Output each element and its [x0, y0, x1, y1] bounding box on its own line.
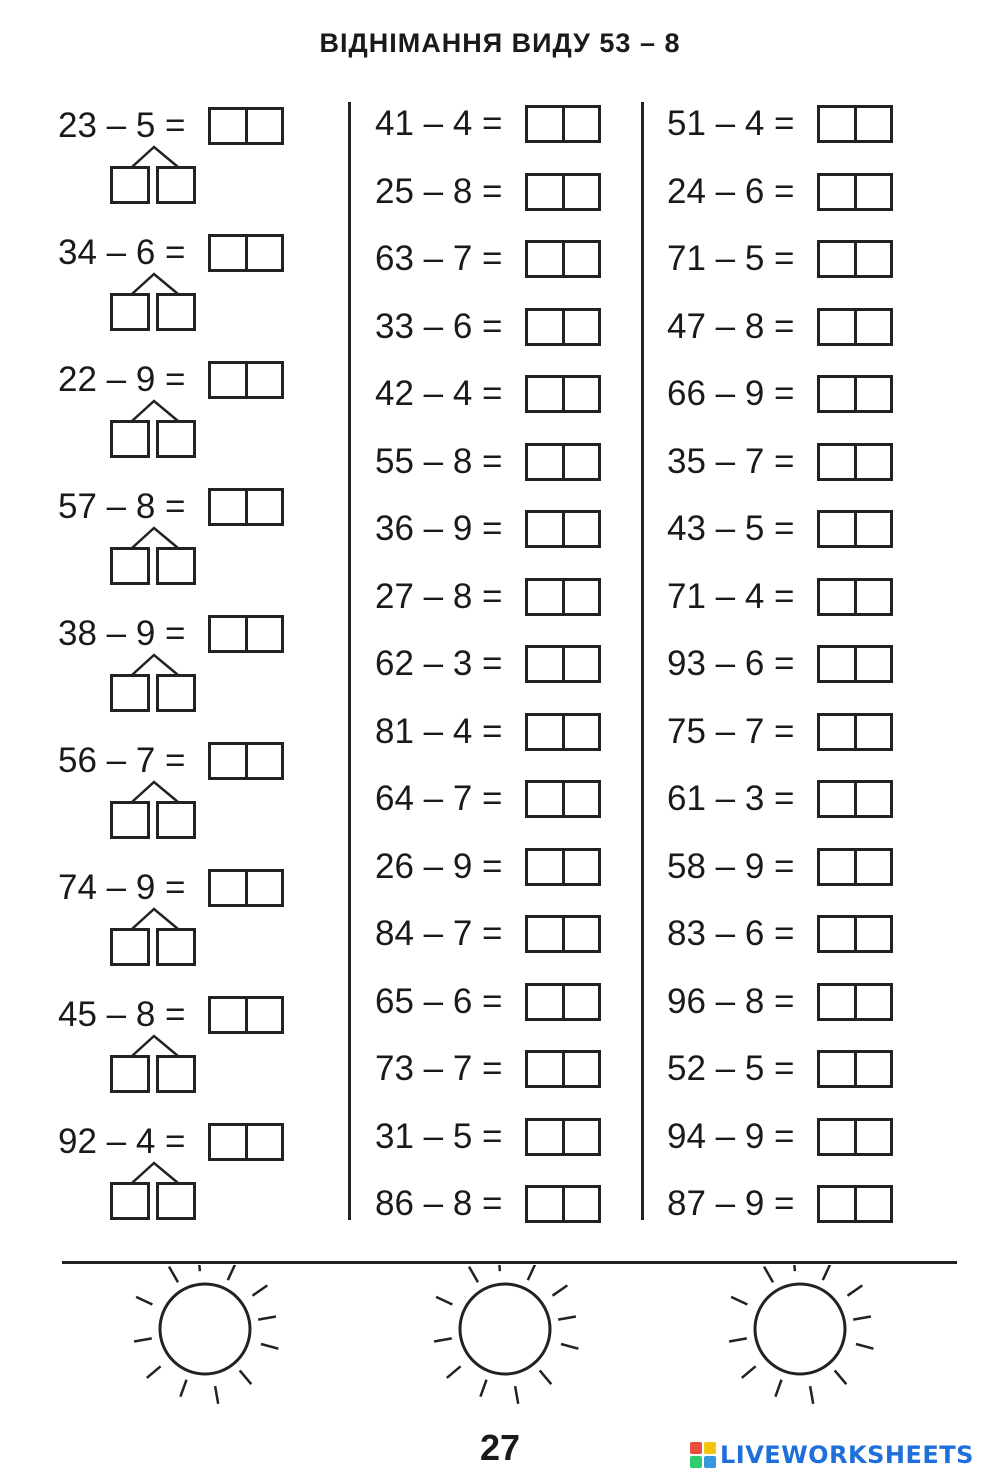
decomposition-box-left[interactable] [110, 928, 150, 966]
page-number: 27 [479, 1427, 521, 1468]
answer-box [208, 107, 284, 145]
equation-text: 22 – 9 = [58, 360, 186, 399]
answer-units-cell[interactable] [854, 581, 891, 613]
equation-row [667, 237, 893, 281]
equation-row [667, 777, 893, 821]
answer-box [817, 983, 893, 1021]
equation-row [375, 980, 601, 1024]
equation-row [667, 1115, 893, 1159]
equation-text: 62 – 3 = [375, 644, 503, 683]
decomposition-box-left[interactable] [110, 674, 150, 712]
brand-watermark [690, 1440, 974, 1470]
answer-tens-cell[interactable] [820, 648, 854, 680]
equation-row [375, 777, 601, 821]
equation-text: 52 – 5 = [667, 1049, 795, 1088]
equation-row [667, 372, 893, 416]
answer-box [208, 234, 284, 272]
answer-tens-cell[interactable] [528, 851, 562, 883]
answer-units-cell[interactable] [245, 999, 282, 1031]
answer-tens-cell[interactable] [211, 1126, 245, 1158]
answer-units-cell[interactable] [562, 311, 599, 343]
answer-tens-cell[interactable] [528, 581, 562, 613]
equation-row [667, 1047, 893, 1091]
equation-text: 24 – 6 = [667, 171, 795, 211]
column-divider-right [641, 102, 644, 1220]
answer-tens-cell[interactable] [528, 513, 562, 545]
answer-box [208, 996, 284, 1034]
equation-row [667, 305, 893, 349]
equation-row [667, 845, 893, 889]
answer-box [817, 915, 893, 953]
answer-box [817, 105, 893, 143]
equation-row [667, 912, 893, 956]
answer-units-cell[interactable] [562, 243, 599, 275]
answer-units-cell[interactable] [562, 716, 599, 748]
equation-row [667, 102, 893, 146]
equation-row [667, 710, 893, 754]
answer-box [817, 780, 893, 818]
answer-box [208, 615, 284, 653]
equation-row [58, 866, 284, 910]
answer-box [817, 510, 893, 548]
answer-units-cell[interactable] [854, 1188, 891, 1220]
answer-box [525, 308, 601, 346]
equation-text: 58 – 9 = [667, 846, 795, 886]
answer-box [525, 375, 601, 413]
answer-box [525, 780, 601, 818]
answer-tens-cell[interactable] [528, 716, 562, 748]
decomposition [108, 144, 204, 208]
answer-tens-cell[interactable] [528, 1188, 562, 1220]
answer-units-cell[interactable] [245, 745, 282, 777]
decomposition-box-right[interactable] [156, 801, 196, 839]
answer-box [208, 869, 284, 907]
answer-box [525, 1050, 601, 1088]
equation-text: 87 – 9 = [667, 1184, 795, 1223]
sun-icon [710, 1265, 890, 1415]
answer-units-cell[interactable] [854, 378, 891, 410]
answer-units-cell[interactable] [562, 986, 599, 1018]
equation-row [667, 170, 893, 214]
equation-row [375, 507, 601, 551]
answer-tens-cell[interactable] [820, 716, 854, 748]
answer-units-cell[interactable] [854, 1053, 891, 1085]
answer-units-cell[interactable] [854, 446, 891, 478]
equation-row [667, 507, 893, 551]
answer-units-cell[interactable] [562, 1053, 599, 1085]
answer-tens-cell[interactable] [820, 446, 854, 478]
answer-units-cell[interactable] [562, 108, 599, 140]
answer-tens-cell[interactable] [820, 986, 854, 1018]
answer-box [525, 983, 601, 1021]
answer-units-cell[interactable] [562, 581, 599, 613]
answer-tens-cell[interactable] [211, 872, 245, 904]
equation-text: 83 – 6 = [667, 914, 795, 953]
decomposition [108, 652, 204, 716]
answer-tens-cell[interactable] [211, 237, 245, 269]
branch-icon [108, 1033, 204, 1057]
equation-text: 71 – 5 = [667, 239, 795, 278]
decomposition [108, 398, 204, 462]
equation-text: 38 – 9 = [58, 614, 186, 653]
answer-box [525, 443, 601, 481]
equation-text: 66 – 9 = [667, 374, 795, 413]
answer-box [525, 510, 601, 548]
equation-row [667, 440, 893, 484]
answer-tens-cell[interactable] [528, 986, 562, 1018]
answer-tens-cell[interactable] [820, 1053, 854, 1085]
decomposition [108, 271, 204, 335]
answer-units-cell[interactable] [854, 108, 891, 140]
equation-row [58, 612, 284, 656]
answer-box [817, 1050, 893, 1088]
decomposition-box-right[interactable] [156, 1055, 196, 1093]
decomposition-box-left[interactable] [110, 420, 150, 458]
answer-box [525, 105, 601, 143]
answer-box [525, 1118, 601, 1156]
equation-text: 26 – 9 = [375, 846, 503, 886]
answer-units-cell[interactable] [562, 918, 599, 950]
equation-text: 64 – 7 = [375, 779, 503, 818]
answer-tens-cell[interactable] [820, 581, 854, 613]
answer-box [817, 578, 893, 616]
answer-box [817, 173, 893, 211]
equation-row [667, 1182, 893, 1226]
answer-units-cell[interactable] [245, 237, 282, 269]
equation-text: 71 – 4 = [667, 576, 795, 616]
answer-box [525, 240, 601, 278]
answer-units-cell[interactable] [854, 918, 891, 950]
equation-row [375, 372, 601, 416]
equation-row [375, 912, 601, 956]
answer-tens-cell[interactable] [820, 378, 854, 410]
equation-text: 47 – 8 = [667, 306, 795, 346]
answer-box [525, 915, 601, 953]
answer-box [208, 1123, 284, 1161]
equation-row [58, 231, 284, 275]
branch-icon [108, 779, 204, 803]
answer-tens-cell[interactable] [528, 176, 562, 208]
answer-units-cell[interactable] [854, 311, 891, 343]
sun-icon [115, 1265, 295, 1415]
equation-row [667, 980, 893, 1024]
answer-box [817, 308, 893, 346]
answer-box [817, 1185, 893, 1223]
branch-icon [108, 144, 204, 168]
answer-units-cell[interactable] [854, 783, 891, 815]
equation-text: 23 – 5 = [58, 106, 186, 145]
answer-units-cell[interactable] [562, 176, 599, 208]
equation-text: 35 – 7 = [667, 441, 795, 481]
equation-row [375, 440, 601, 484]
decomposition-box-left[interactable] [110, 547, 150, 585]
equation-text: 94 – 9 = [667, 1116, 795, 1156]
equation-text: 51 – 4 = [667, 104, 795, 143]
decomposition [108, 779, 204, 843]
equation-row [375, 575, 601, 619]
brand-logo-icon [690, 1442, 716, 1468]
decomposition-box-left[interactable] [110, 293, 150, 331]
answer-units-cell[interactable] [854, 716, 891, 748]
answer-units-cell[interactable] [562, 513, 599, 545]
equation-text: 84 – 7 = [375, 914, 503, 953]
branch-icon [108, 652, 204, 676]
equation-row [375, 1182, 601, 1226]
equation-text: 42 – 4 = [375, 374, 503, 413]
answer-units-cell[interactable] [562, 378, 599, 410]
decomposition-box-right[interactable] [156, 420, 196, 458]
decomposition-box-left[interactable] [110, 166, 150, 204]
equation-row [58, 1120, 284, 1164]
answer-units-cell[interactable] [854, 851, 891, 883]
equation-row [667, 642, 893, 686]
answer-tens-cell[interactable] [820, 1188, 854, 1220]
bottom-rule [62, 1261, 957, 1264]
equation-row [375, 1115, 601, 1159]
answer-tens-cell[interactable] [528, 1121, 562, 1153]
decomposition-box-right[interactable] [156, 1182, 196, 1220]
branch-icon [108, 271, 204, 295]
equation-row [375, 170, 601, 214]
equation-text: 57 – 8 = [58, 487, 186, 526]
answer-box [525, 848, 601, 886]
equation-text: 34 – 6 = [58, 233, 186, 272]
equation-text: 33 – 6 = [375, 306, 503, 346]
answer-tens-cell[interactable] [211, 745, 245, 777]
answer-tens-cell[interactable] [211, 110, 245, 142]
equation-text: 74 – 9 = [58, 868, 186, 907]
answer-tens-cell[interactable] [820, 108, 854, 140]
decomposition-box-right[interactable] [156, 166, 196, 204]
answer-tens-cell[interactable] [528, 446, 562, 478]
equation-text: 86 – 8 = [375, 1184, 503, 1223]
decomposition [108, 525, 204, 589]
equation-text: 36 – 9 = [375, 509, 503, 548]
answer-units-cell[interactable] [245, 491, 282, 523]
answer-tens-cell[interactable] [528, 378, 562, 410]
answer-units-cell[interactable] [854, 513, 891, 545]
answer-tens-cell[interactable] [211, 491, 245, 523]
answer-box [817, 1118, 893, 1156]
answer-units-cell[interactable] [245, 1126, 282, 1158]
equation-text: 73 – 7 = [375, 1049, 503, 1088]
answer-box [525, 1185, 601, 1223]
answer-box [525, 173, 601, 211]
answer-box [525, 645, 601, 683]
answer-box [525, 713, 601, 751]
equation-text: 27 – 8 = [375, 576, 503, 616]
equation-text: 93 – 6 = [667, 644, 795, 683]
answer-tens-cell[interactable] [820, 783, 854, 815]
answer-units-cell[interactable] [854, 243, 891, 275]
branch-icon [108, 398, 204, 422]
equation-row [58, 739, 284, 783]
answer-units-cell[interactable] [245, 110, 282, 142]
answer-units-cell[interactable] [854, 1121, 891, 1153]
answer-box [817, 443, 893, 481]
answer-units-cell[interactable] [245, 618, 282, 650]
answer-box [817, 375, 893, 413]
answer-box [817, 713, 893, 751]
answer-tens-cell[interactable] [211, 999, 245, 1031]
answer-tens-cell[interactable] [820, 243, 854, 275]
answer-tens-cell[interactable] [820, 1121, 854, 1153]
answer-tens-cell[interactable] [820, 513, 854, 545]
branch-icon [108, 525, 204, 549]
answer-box [208, 361, 284, 399]
equation-text: 56 – 7 = [58, 741, 186, 780]
answer-tens-cell[interactable] [528, 108, 562, 140]
answer-box [525, 578, 601, 616]
answer-box [817, 848, 893, 886]
equation-row [375, 305, 601, 349]
equation-text: 63 – 7 = [375, 239, 503, 278]
answer-units-cell[interactable] [854, 176, 891, 208]
answer-units-cell[interactable] [562, 1188, 599, 1220]
answer-tens-cell[interactable] [820, 918, 854, 950]
answer-box [208, 488, 284, 526]
answer-units-cell[interactable] [562, 1121, 599, 1153]
equation-text: 61 – 3 = [667, 779, 795, 818]
equation-text: 25 – 8 = [375, 171, 503, 211]
answer-units-cell[interactable] [562, 851, 599, 883]
answer-tens-cell[interactable] [820, 176, 854, 208]
column-divider-left [348, 102, 351, 1220]
decomposition-box-left[interactable] [110, 1182, 150, 1220]
equation-row [375, 102, 601, 146]
answer-box [817, 240, 893, 278]
decomposition-box-right[interactable] [156, 928, 196, 966]
equation-text: 96 – 8 = [667, 981, 795, 1021]
decomposition [108, 1160, 204, 1224]
equation-row [375, 710, 601, 754]
decomposition-box-right[interactable] [156, 547, 196, 585]
decomposition-box-right[interactable] [156, 674, 196, 712]
equation-text: 81 – 4 = [375, 711, 503, 751]
answer-box [817, 645, 893, 683]
sun-icon [415, 1265, 595, 1415]
branch-icon [108, 906, 204, 930]
answer-tens-cell[interactable] [528, 783, 562, 815]
decomposition [108, 906, 204, 970]
equation-text: 45 – 8 = [58, 995, 186, 1034]
equation-row [375, 845, 601, 889]
answer-tens-cell[interactable] [211, 618, 245, 650]
equation-row [58, 993, 284, 1037]
equation-text: 55 – 8 = [375, 441, 503, 481]
answer-tens-cell[interactable] [528, 243, 562, 275]
equation-text: 92 – 4 = [58, 1122, 186, 1161]
decomposition-box-left[interactable] [110, 1055, 150, 1093]
answer-units-cell[interactable] [854, 648, 891, 680]
equation-text: 41 – 4 = [375, 104, 503, 143]
answer-tens-cell[interactable] [528, 648, 562, 680]
answer-units-cell[interactable] [245, 872, 282, 904]
answer-tens-cell[interactable] [820, 311, 854, 343]
decomposition [108, 1033, 204, 1097]
brand-name: LIVEWORKSHEETS [720, 1441, 974, 1469]
equation-text: 75 – 7 = [667, 711, 795, 751]
answer-units-cell[interactable] [245, 364, 282, 396]
decomposition-box-left[interactable] [110, 801, 150, 839]
equation-text: 65 – 6 = [375, 981, 503, 1021]
answer-tens-cell[interactable] [820, 851, 854, 883]
equation-text: 31 – 5 = [375, 1116, 503, 1156]
answer-units-cell[interactable] [562, 446, 599, 478]
equation-row [58, 104, 284, 148]
equation-row [375, 642, 601, 686]
equation-row [58, 485, 284, 529]
equation-row [375, 237, 601, 281]
answer-box [208, 742, 284, 780]
answer-tens-cell[interactable] [528, 1053, 562, 1085]
equation-text: 43 – 5 = [667, 509, 795, 548]
page-title: ВІДНІМАННЯ ВИДУ 53 – 8 [319, 28, 681, 58]
equation-row [375, 1047, 601, 1091]
answer-tens-cell[interactable] [211, 364, 245, 396]
answer-tens-cell[interactable] [528, 918, 562, 950]
answer-units-cell[interactable] [562, 648, 599, 680]
equation-row [667, 575, 893, 619]
answer-units-cell[interactable] [854, 986, 891, 1018]
answer-tens-cell[interactable] [528, 311, 562, 343]
decomposition-box-right[interactable] [156, 293, 196, 331]
answer-units-cell[interactable] [562, 783, 599, 815]
equation-row [58, 358, 284, 402]
branch-icon [108, 1160, 204, 1184]
